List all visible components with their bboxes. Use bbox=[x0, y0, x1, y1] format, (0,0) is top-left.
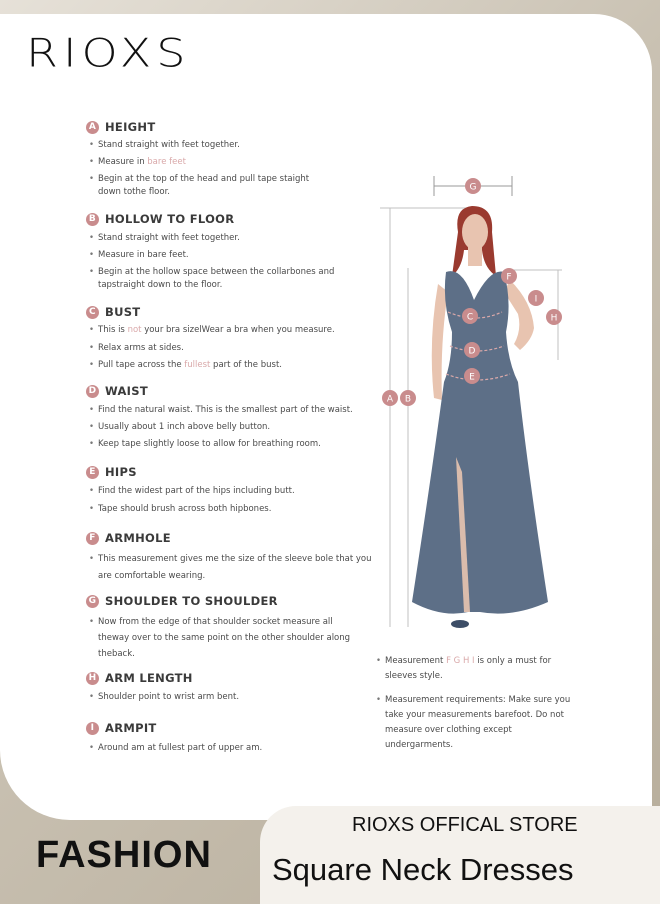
section-title-waist: D WAIST bbox=[86, 384, 148, 398]
section-title-height: A HEIGHT bbox=[86, 120, 155, 134]
instruction-item: • Relax arms at sides. bbox=[98, 342, 388, 355]
svg-text:F: F bbox=[506, 272, 512, 283]
letter-badge: B bbox=[86, 213, 99, 226]
figure-badge-b bbox=[400, 390, 416, 406]
letter-badge: F bbox=[86, 532, 99, 545]
letter-badge: D bbox=[86, 385, 99, 398]
instruction-item: • Begin at the hollow space between the collarbones and tapstraight down to the floor. bbox=[98, 266, 338, 292]
section-title-armhole: F ARMHOLE bbox=[86, 531, 171, 545]
svg-text:G: G bbox=[469, 182, 477, 193]
right-arm bbox=[504, 280, 534, 350]
letter-badge: A bbox=[86, 121, 99, 134]
figure-badge-g bbox=[465, 178, 481, 194]
figure-badge-h bbox=[546, 309, 562, 325]
instruction-item: • Stand straight with feet together. bbox=[98, 232, 388, 245]
product-name: Square Neck Dresses bbox=[272, 852, 574, 887]
svg-text:A: A bbox=[386, 394, 394, 405]
svg-text:B: B bbox=[404, 394, 412, 405]
instruction-item: • Find the natural waist. This is the smallest part of the waist. bbox=[98, 404, 388, 417]
letter-badge: H bbox=[86, 672, 99, 685]
instruction-item: • Pull tape across the fullest part of the bust. bbox=[98, 359, 388, 372]
section-title-hollow-to-floor: B HOLLOW TO FLOOR bbox=[86, 212, 234, 226]
dress-figure-illustration bbox=[372, 172, 582, 632]
figure-badge-d bbox=[464, 342, 480, 358]
letter-badge: E bbox=[86, 466, 99, 479]
letter-badge: G bbox=[86, 595, 99, 608]
figure-badge-e bbox=[464, 368, 480, 384]
instruction-item: • Find the widest part of the hips including butt. bbox=[98, 485, 388, 498]
section-title-hips: E HIPS bbox=[86, 465, 137, 479]
figure-badge-a bbox=[382, 390, 398, 406]
brand-logo: RIOXS bbox=[26, 30, 191, 76]
instruction-item: • This is not your bra sizelWear a bra when you measure. bbox=[98, 324, 388, 337]
instruction-item: • Usually about 1 inch above belly button. bbox=[98, 421, 388, 434]
note-item: • Measurement requirements: Make sure you take your measurements barefoot. Do not measure over clothing except undergarments. bbox=[385, 693, 575, 753]
instruction-item: • Tape should brush across both hipbones. bbox=[98, 503, 388, 516]
figure-badge-f bbox=[501, 268, 517, 284]
section-title-bust: C BUST bbox=[86, 305, 140, 319]
instruction-item: • Around am at fullest part of upper am. bbox=[98, 742, 388, 755]
svg-text:C: C bbox=[466, 312, 474, 323]
instruction-item: • Measure in bare feet. bbox=[98, 249, 388, 262]
store-name: RIOXS OFFICAL STORE bbox=[352, 814, 578, 836]
instruction-item: • Measure in bare feet bbox=[98, 156, 388, 169]
svg-text:H: H bbox=[550, 313, 558, 324]
letter-badge: I bbox=[86, 722, 99, 735]
section-title-arm-length: H ARM LENGTH bbox=[86, 671, 193, 685]
letter-badge: C bbox=[86, 306, 99, 319]
note-item: • Measurement F G H I is only a must for sleeves style. bbox=[385, 654, 575, 684]
instruction-item: • This measurement gives me the size of the sleeve bole that you are comfortable wearing. bbox=[98, 551, 373, 585]
section-title-armpit: I ARMPIT bbox=[86, 721, 157, 735]
figure-badge-c bbox=[462, 308, 478, 324]
svg-text:D: D bbox=[468, 346, 476, 357]
face bbox=[462, 214, 488, 250]
svg-text:I: I bbox=[534, 294, 538, 305]
instruction-item: • Begin at the top of the head and pull tape staight down tothe floor. bbox=[98, 173, 328, 199]
figure-badge-i bbox=[528, 290, 544, 306]
category-label: FASHION bbox=[36, 834, 212, 876]
instruction-item: • Stand straight with feet together. bbox=[98, 139, 388, 152]
svg-text:E: E bbox=[469, 372, 475, 383]
instruction-item: • Now from the edge of that shoulder socket measure all theway over to the same point on the other shoulder along theback. bbox=[98, 614, 366, 662]
instruction-item: • Shoulder point to wrist arm bent. bbox=[98, 691, 388, 704]
instruction-item: • Keep tape slightly loose to allow for breathing room. bbox=[98, 438, 388, 451]
section-title-shoulder-to-shoulder: G SHOULDER TO SHOULDER bbox=[86, 594, 278, 608]
